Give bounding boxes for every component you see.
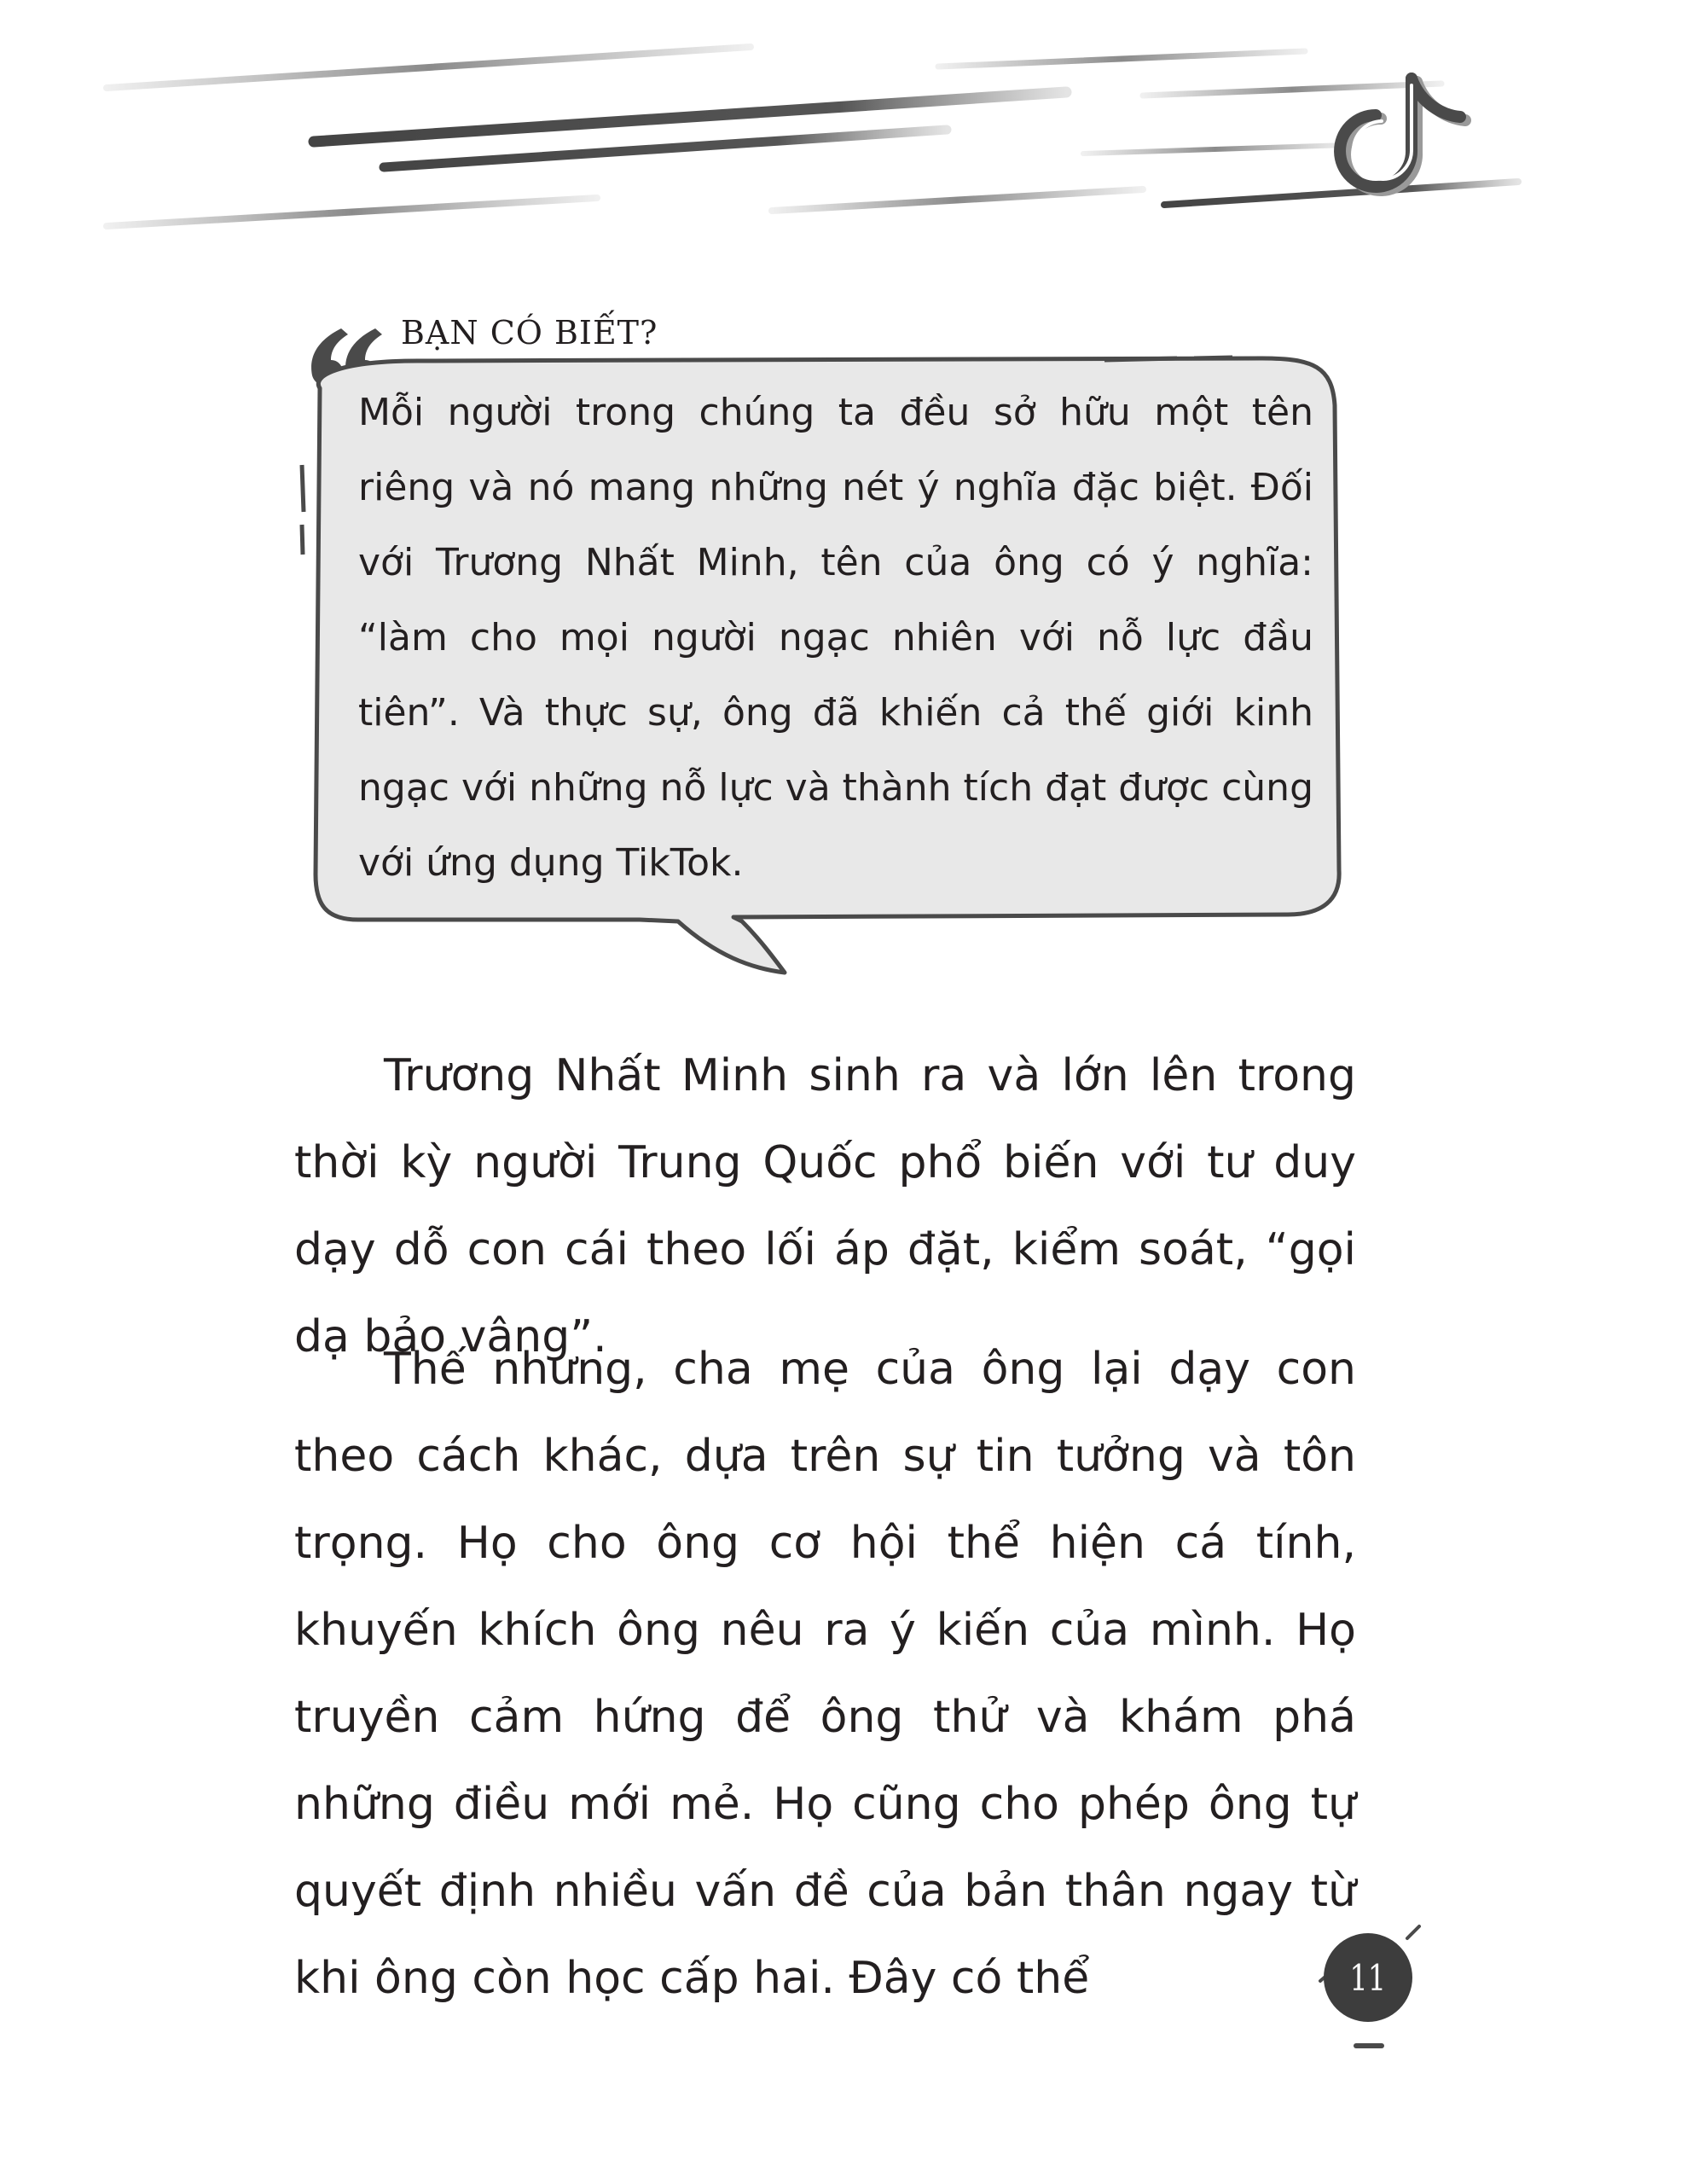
body-paragraph: Trương Nhất Minh sinh ra và lớn lên trong thời kỳ người Trung Quốc phổ biến với tư duy dạy dỗ con cái theo lối áp đặt, kiểm soát, “gọi dạ bảo vâng”. [294,1050,1356,1362]
speed-lines [107,47,1518,226]
callout-text: Mỗi người trong chúng ta đều sở hữu một tên riêng và nó mang những nét ý nghĩa đặc biệt. Đối với Trương Nhất Minh, tên của ông có ý nghĩa: “làm cho mọi người ngạc nhiên với nỗ lực đầu tiên”. Và thực sự, ông đã khiến cả thế giới kinh ngạc với những nỗ lực và thành tích đạt được cùng với ứng dụng TikTok. [358,391,1314,885]
body-paragraph: Thế nhưng, cha mẹ của ông lại dạy con theo cách khác, dựa trên sự tin tưởng và tôn trọng. Họ cho ông cơ hội thể hiện cá tính, khuyến khích ông nêu ra ý kiến của mình. Họ truyền cảm hứng để ông thử và khám phá những điều mới mẻ. Họ cũng cho phép ông tự quyết định nhiều vấn đề của bản thân ngay từ khi ông còn học cấp hai. Đây có thể [294,1344,1356,2004]
header-decoration [0,0,1687,256]
page-number: 11 [1349,1956,1387,1999]
tiktok-note-icon [1340,78,1465,190]
page-number-badge [1324,1933,1412,2022]
callout-title: BẠN CÓ BIẾT? [401,314,658,351]
